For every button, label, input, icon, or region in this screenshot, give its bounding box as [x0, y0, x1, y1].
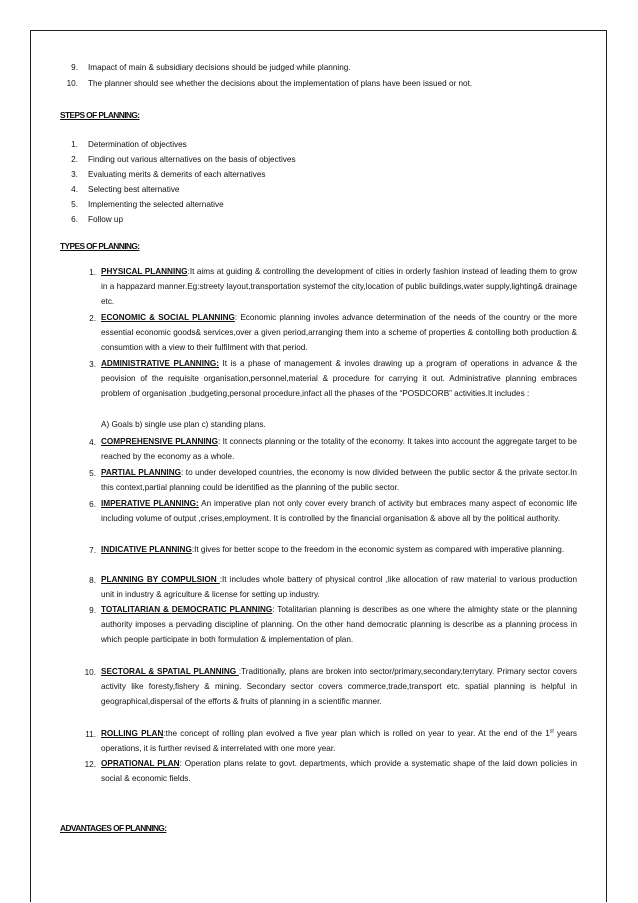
list-item: Determination of objectives: [88, 140, 187, 149]
list-item: Finding out various alternatives on the basis of objectives: [88, 155, 296, 164]
list-item: PARTIAL PLANNING: to under developed countries, the economy is now divided between the public sector & the private sector.In this context,partial planning could be identified as the planning of the public sector.: [101, 468, 577, 493]
list-number: 7.: [89, 546, 96, 555]
list-item: Implementing the selected alternative: [88, 200, 224, 209]
list-item: SECTORAL & SPATIAL PLANNING :Traditionally, plans are broken into sector/primary,secondary,terrytary. Primary sector covers activity like foresty,fishery & mining. Secondary sector covers commerce,trade,transport etc. spatial planning is helpful in geographical,dispersal of the efforts & fruits of planning in a scientific manner.: [101, 667, 577, 707]
list-item: PLANNING BY COMPULSION :It includes whole battery of physical control ,like allocation of raw material to various production unit in industry & agriculture & license for setting up industry.: [101, 575, 577, 600]
term: PLANNING BY COMPULSION: [101, 575, 220, 584]
description: Economic planning involes advance determination of the needs of the country or the more essential economic goods& services,over a given period,arranging them into a scheme of properties & contolling both production & consumtion with a view to their fulfilment with that period.: [101, 313, 577, 353]
term: INDICATIVE PLANNING: [101, 545, 192, 554]
list-number: 9.: [71, 63, 78, 72]
term: PARTIAL PLANNING: [101, 468, 181, 477]
list-number: 11.: [85, 730, 96, 739]
term: OPRATIONAL PLAN: [101, 759, 180, 768]
list-number: 6.: [71, 215, 78, 224]
list-number: 5.: [89, 469, 96, 478]
description: It connects planning or the totality of the economy. It takes into account the aggregate target to be reached by the economy as a whole.: [101, 437, 577, 462]
list-number: 10.: [66, 79, 78, 88]
description: Totalitarian planning is describes as one where the almighty state or the planning authority imposes a pervading discipline of planning. On the other hand democratic planning is describe as a planning process in which people participate in both formulation & implementation of plan.: [101, 605, 577, 645]
list-number: 10.: [84, 668, 96, 677]
description: to under developed countries, the economy is now divided between the public sector & the private sector.In this context,partial planning could be identified as the planning of the public sector.: [101, 468, 577, 493]
list-item: COMPREHENSIVE PLANNING: It connects planning or the totality of the economy. It takes into account the aggregate target to be reached by the economy as a whole.: [101, 437, 577, 462]
term: ADMINISTRATIVE PLANNING:: [101, 359, 219, 368]
list-item: Follow up: [88, 215, 124, 224]
description: the concept of rolling plan evolved a five year plan which is rolled on year to year. At the end of the 1st years operations, it is further revised & interrelated with one more year.: [101, 728, 578, 754]
description: An imperative plan not only cover every branch of activity but embraces many aspect of economic life including volume of output ,crises,employment. It is controlled by the financial organisation & above all by the political authority.: [101, 499, 577, 524]
list-item: The planner should see whether the decisions about the implementation of plans have been issued or not.: [88, 79, 473, 88]
list-number: 1.: [89, 268, 96, 277]
term: SECTORAL & SPATIAL PLANNING: [101, 667, 239, 676]
term: ROLLING PLAN: [101, 729, 164, 738]
list-number: 2.: [89, 314, 96, 323]
term: ECONOMIC & SOCIAL PLANNING: [101, 313, 235, 322]
list-number: 3.: [89, 360, 96, 369]
list-item: OPRATIONAL PLAN: Operation plans relate to govt. departments, which provide a systematic shape of the laid down policies in social & economic fields.: [101, 759, 578, 784]
types-heading: TYPES OF PLANNING:: [60, 241, 140, 251]
list-number: 3.: [71, 170, 78, 179]
list-number: 12.: [84, 760, 96, 769]
list-number: 4.: [71, 185, 78, 194]
description: It includes whole battery of physical control ,like allocation of raw material to various production unit in industry & agriculture & license for setting up industry.: [101, 575, 577, 600]
list-item: ROLLING PLAN:the concept of rolling plan evolved a five year plan which is rolled on year to year. At the end of the 1st years operations, it is further revised & interrelated with one more year.: [101, 728, 578, 754]
list-number: 9.: [89, 606, 96, 615]
description: It gives for better scope to the freedom in the economic system as compared with imperative planning.: [194, 545, 565, 554]
list-number: 5.: [71, 200, 78, 209]
term: COMPREHENSIVE PLANNING: [101, 437, 218, 446]
list-number: 2.: [71, 155, 78, 164]
description: Traditionally, plans are broken into sector/primary,secondary,terrytary. Primary sector covers activity like foresty,fishery & mining. Secondary sector covers commerce,trade,transport etc. spatial planning is helpful in geographical,dispersal of the efforts & fruits of planning in a scientific manner.: [101, 667, 577, 707]
list-item: Imapact of main & subsidiary decisions should be judged while planning.: [88, 63, 351, 72]
list-item: Evaluating merits & demerits of each alternatives: [88, 170, 266, 179]
advantages-heading: ADVANTAGES OF PLANNING:: [60, 823, 167, 833]
term: PHYSICAL PLANNING: [101, 267, 188, 276]
list-item: TOTALITARIAN & DEMOCRATIC PLANNING: Totalitarian planning is describes as one where the almighty state or the planning authority imposes a pervading discipline of planning. On the other hand democratic planning is describe as a planning process in which people participate in both formulation & implementation of plan.: [101, 605, 577, 645]
list-item: [101, 356, 577, 402]
description: Operation plans relate to govt. departments, which provide a systematic shape of the laid down policies in social & economic fields.: [101, 759, 578, 784]
list-number: 4.: [89, 438, 96, 447]
term: IMPERATIVE PLANNING:: [101, 499, 199, 508]
list-item: INDICATIVE PLANNING:It gives for better scope to the freedom in the economic system as compared with imperative planning.: [101, 545, 565, 554]
list-number: 6.: [89, 500, 96, 509]
description: It is a phase of management & involes drawing up a program of operations in advance & the peovision of the requisite organisation,personnel,material & procedure for carrying it out. Administrative planning embraces problem of organisation ,budgeting,personal procedure,infact all the phases of the “POSDCORB” activities.It includes :: [101, 359, 577, 399]
steps-heading: STEPS OF PLANNING:: [60, 110, 140, 120]
list-item: [101, 496, 577, 526]
list-item: Selecting best alternative: [88, 185, 180, 194]
term: TOTALITARIAN & DEMOCRATIC PLANNING: [101, 605, 273, 614]
list-item: PHYSICAL PLANNING:It aims at guiding & controlling the development of cities in orderly fashion instead of leading them to grow in a happazard manner.Eg:streety layout,transportation systemof the city,location of public buildings,water supply,lighting& drainage etc.: [101, 267, 577, 307]
description: It aims at guiding & controlling the development of cities in orderly fashion instead of leading them to grow in a happazard manner.Eg:streety layout,transportation systemof the city,location of public buildings,water supply,lighting& drainage etc.: [101, 267, 577, 307]
sub-list: A) Goals b) single use plan c) standing plans.: [101, 420, 266, 429]
list-item: ECONOMIC & SOCIAL PLANNING: Economic planning involes advance determination of the needs of the country or the more essential economic goods& services,over a given period,arranging them into a scheme of properties & contolling both production & consumtion with a view to their fulfilment with that period.: [101, 313, 577, 353]
list-number: 1.: [71, 140, 78, 149]
list-number: 8.: [89, 576, 96, 585]
